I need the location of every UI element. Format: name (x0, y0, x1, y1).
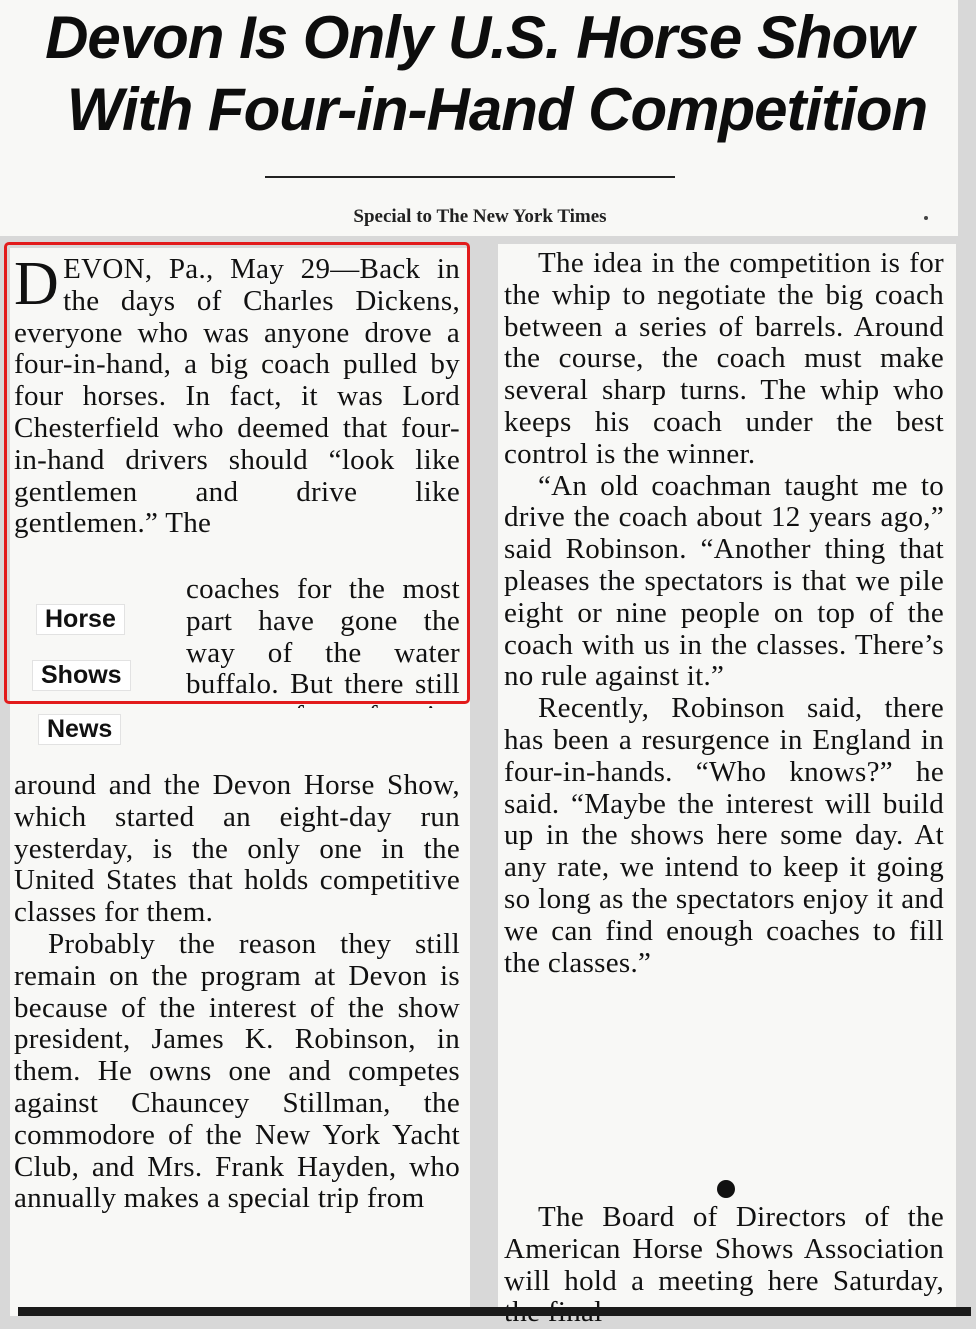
right-para-4: The Board of Directors of the American Horse Shows Association will hold a meeting here Saturday, (504, 1201, 944, 1297)
dateline: Special to The New York Times (353, 206, 607, 227)
speck (924, 216, 928, 220)
right-para-1: The idea in the competition is for the whip to negotiate the big coach between a series of barrels. Around the course, the coach must make several sharp turns. The whip who keeps his coach under the best control is the winner. (504, 247, 944, 470)
headline-line-2: With Four-in-Hand Competition (66, 76, 928, 143)
body-continuation (14, 770, 460, 1215)
label-shows: Shows (32, 660, 131, 691)
body-para-2: Probably the reason they still remain on the program at Devon is because of the interest of the show president, James K. Robinson, in them. He owns one and competes against Chauncey Stillman, the commodore of the New York Yacht Club, and Mrs. Frank Hayden, who annually makes a special trip from (14, 927, 460, 1215)
headline-rule (265, 176, 675, 178)
right-para-2: “An old coachman taught me to drive the coach about 12 years ago,” said Robinson. “Another thing that pleases the spectators is that we pile eight or nine people on top of the coach with us in the classes. There’s no rule against it.” (504, 469, 944, 693)
right-column-text (504, 248, 944, 979)
wrap-text: coaches for the most part have gone the way of the water buffalo. But there still (186, 573, 460, 701)
label-news: News (38, 714, 121, 745)
body-rest: around and the Devon Horse Show, which started an eight-day run yesterday, is the only one in the United States that holds competitive classes for them. (14, 769, 460, 929)
left-column-bottom (10, 708, 470, 1316)
drop-cap: D (14, 250, 60, 318)
highlight-box (4, 242, 470, 704)
label-horse: Horse (36, 604, 125, 635)
headline-line-1: Devon Is Only U.S. Horse Show (45, 4, 913, 71)
bottom-edge (18, 1307, 971, 1316)
lead-text: EVON, Pa., May 29—Back in the days of Charles Dickens, everyone who was anyone drove a four-in-hand, a big coach pulled by four horses. In fact, it was Lord Chesterfield who deemed that four-in-hand drivers should “look like gentlemen and drive like gentlemen.” The (14, 253, 460, 540)
right-column (498, 244, 956, 1316)
section-bullet (717, 1180, 735, 1198)
headline-block (0, 0, 958, 236)
right-para-3: Recently, Robinson said, there has been a resurgence in England in four-in-hands. “Who knows?” he said. “Maybe the interest will build up in the shows here some day. At any rate, we intend to keep it going so long as the spectators enjoy it and we can find enough coaches to fill the classes.” (504, 692, 944, 979)
